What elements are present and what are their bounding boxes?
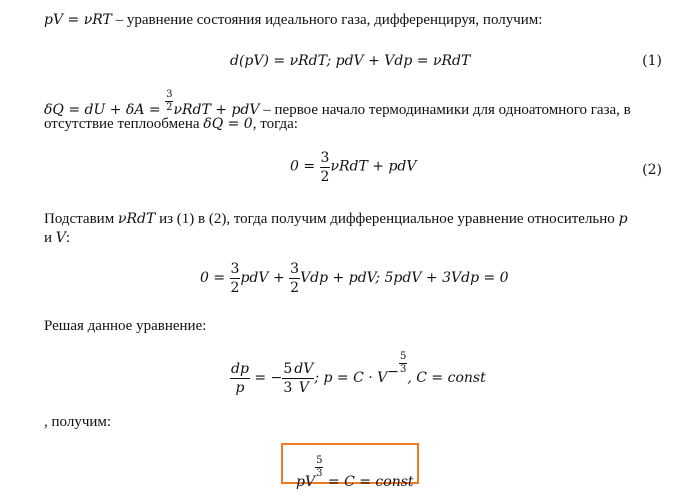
equation-4: [230, 352, 486, 395]
equation-3-part: pdV +: [240, 269, 290, 286]
no-heat-condition: δQ = 0: [203, 116, 253, 132]
equation-2-rhs: νRdT + pdV: [330, 158, 417, 175]
paragraph-text: Решая данное уравнение:: [44, 318, 207, 334]
paragraph-substitution: [44, 211, 628, 228]
fraction-three-halves: $\frac{3}{2}$: [320, 150, 330, 185]
equation-1: [230, 53, 470, 70]
paragraph-substitution-line2: [44, 230, 70, 247]
equation-4-part: ; p = C · V: [314, 370, 388, 386]
equation-2-number: (2): [642, 162, 662, 178]
equation-2: [290, 151, 417, 184]
paragraph-text: Подставим: [44, 211, 118, 227]
paragraph-result-intro: [44, 414, 111, 431]
paragraph-first-law-line2: [44, 116, 298, 133]
equation-1-number: (1): [642, 53, 662, 69]
equation-2-lhs: 0 =: [290, 158, 320, 175]
paragraph-text: – первое начало термодинамики для одноатомного газа, в: [259, 102, 631, 118]
fraction-five-thirds: $\frac{5}{3}$: [283, 361, 293, 397]
exponent: 5 3: [316, 455, 323, 479]
fraction-dv-over-v: $\frac{dV}{V}$: [294, 361, 314, 397]
fraction-three-halves: $\frac{3}{2}$: [290, 261, 300, 296]
result-equation: [296, 456, 414, 491]
inline-math: p: [618, 211, 628, 227]
equation-1-body: d(pV) = νRdT; pdV + Vdp = νRdT: [230, 53, 471, 69]
paragraph-text: :: [65, 230, 71, 246]
result-rest: = C = const: [323, 474, 414, 490]
paragraph-text: отсутствие теплообмена: [44, 116, 204, 132]
fraction-three-halves: $\frac{3}{2}$: [166, 89, 173, 113]
first-law-lhs: δQ = dU + δA =: [44, 102, 166, 118]
equation-4-part: = −: [249, 370, 283, 386]
paragraph-text: , тогда:: [252, 116, 298, 132]
equation-3-lhs: 0 =: [200, 269, 230, 286]
equation-3: [200, 262, 509, 295]
paragraph-text: и: [44, 230, 56, 246]
inline-math: V: [55, 230, 66, 246]
paragraph-text: – уравнение состояния идеального газа, дифференцируя, получим:: [111, 12, 543, 28]
paragraph-first-law: [44, 90, 631, 119]
result-base: pV: [296, 474, 316, 490]
equation-3-part: Vdp + pdV; 5pdV + 3Vdp = 0: [300, 269, 509, 286]
paragraph-text: из (1) в (2), тогда получим дифференциальное уравнение относительно: [155, 211, 619, 227]
fraction-dp-over-p: $\frac{dp}{p}$: [231, 361, 249, 397]
paragraph-text: , получим:: [44, 414, 112, 430]
inline-math: νRdT: [117, 211, 156, 227]
exponent: − 5 3: [387, 351, 407, 380]
equation-state: pV = νRT: [44, 12, 112, 28]
paragraph-solving: [44, 318, 206, 335]
fraction-three-halves: $\frac{3}{2}$: [230, 261, 240, 296]
first-law-rhs: νRdT + pdV: [173, 102, 260, 118]
paragraph-ideal-gas: [44, 12, 542, 29]
equation-4-part: , C = const: [407, 370, 486, 386]
